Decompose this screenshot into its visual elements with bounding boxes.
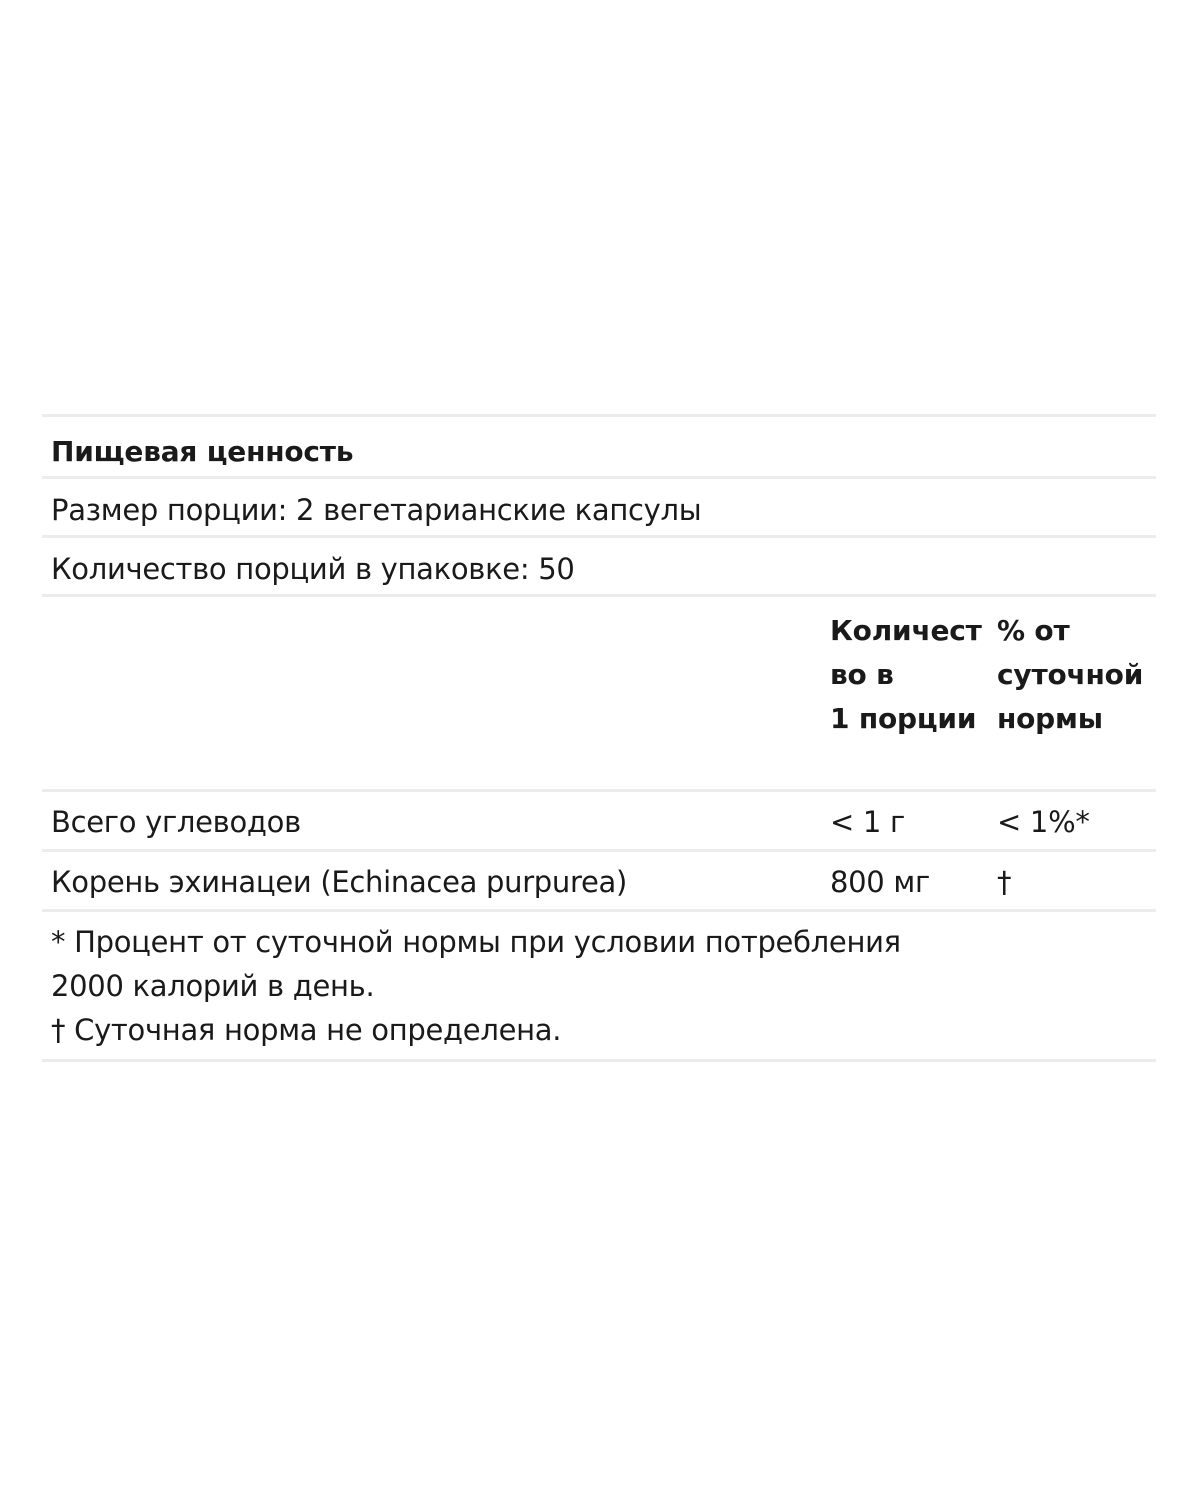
daily-value-footnote: * Процент от суточной нормы при условии потребления 2000 калорий в день. <box>51 925 901 1003</box>
column-header-row <box>42 597 1156 792</box>
nutrient-amount: 800 мг <box>830 865 930 899</box>
supplement-facts-table <box>42 418 1156 1062</box>
footnotes <box>42 912 1156 1062</box>
nutrient-daily-value: < 1%* <box>997 805 1090 839</box>
nutrient-amount: < 1 г <box>830 805 905 839</box>
servings-per-container: Количество порций в упаковке: 50 <box>42 538 1156 597</box>
nutrient-row <box>42 792 1156 852</box>
serving-size: Размер порции: 2 вегетарианские капсулы <box>42 479 1156 538</box>
nutrient-name: Всего углеводов <box>51 805 301 839</box>
nutrient-row <box>42 852 1156 912</box>
daily-value-header: % от суточной нормы <box>997 614 1144 735</box>
not-established-footnote: † Суточная норма не определена. <box>51 1013 562 1047</box>
amount-per-serving-header: Количест во в 1 порции <box>830 614 982 735</box>
nutrient-name: Корень эхинацеи (Echinacea purpurea) <box>51 865 628 899</box>
top-divider <box>42 414 1156 417</box>
facts-title: Пищевая ценность <box>42 418 1156 479</box>
nutrient-daily-value: † <box>997 865 1012 899</box>
